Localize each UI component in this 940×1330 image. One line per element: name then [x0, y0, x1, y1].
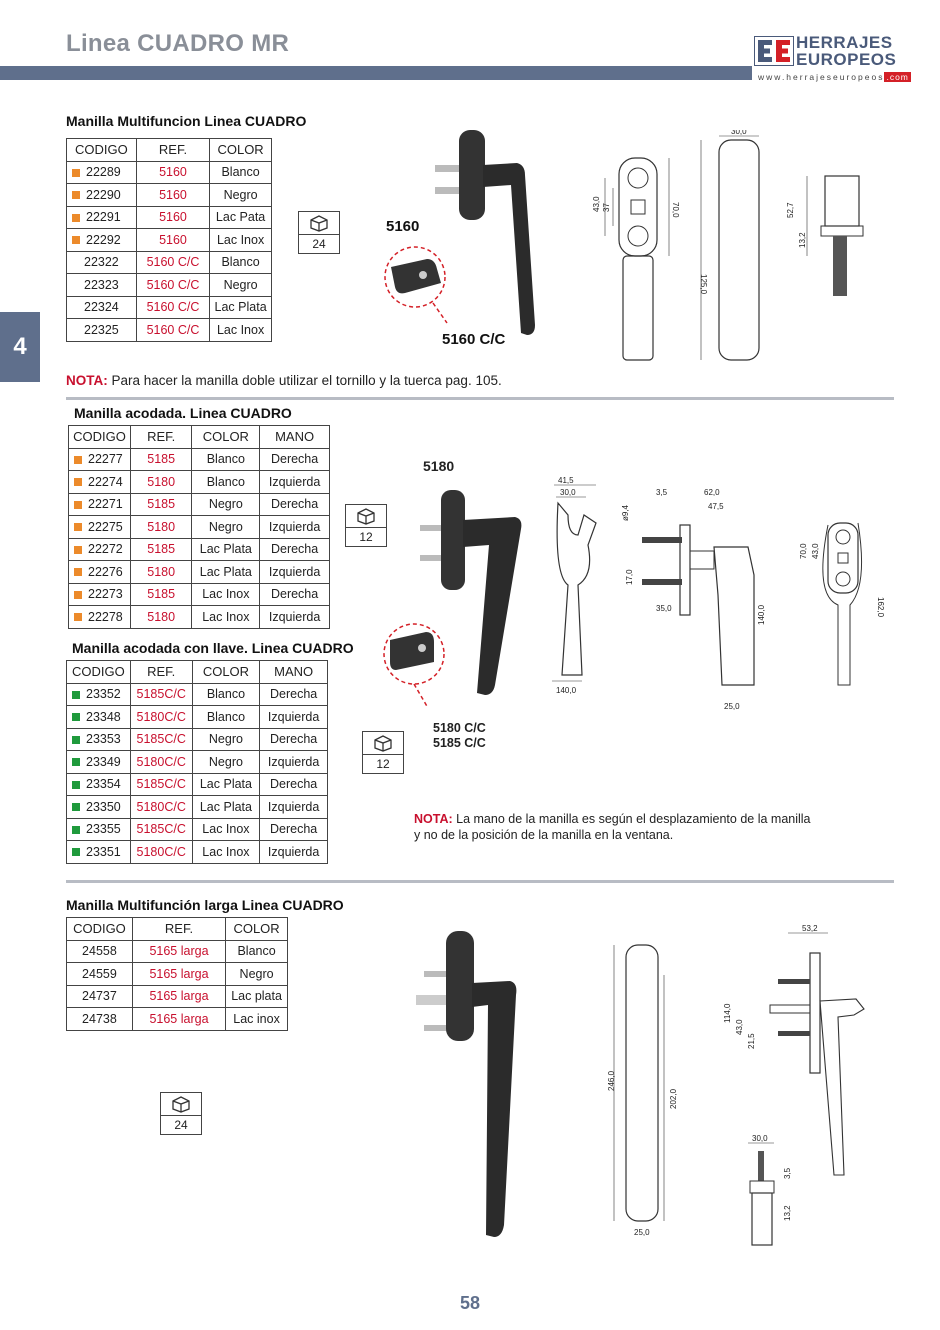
- color-marker-icon: [72, 781, 80, 789]
- color-marker-icon: [72, 214, 80, 222]
- table-row: [67, 184, 272, 207]
- pack-box: [362, 731, 404, 774]
- cell-ref: 5180C/C: [130, 796, 192, 819]
- color-marker-icon: [72, 169, 80, 177]
- col-ref: REF.: [130, 426, 192, 449]
- cell-color: Negro: [192, 493, 260, 516]
- section4-title: Manilla Multifunción larga Linea CUADRO: [66, 897, 344, 913]
- cell-ref: 5160 C/C: [136, 251, 209, 274]
- cell-color: Lac Plata: [192, 561, 260, 584]
- dim-39-0: 140,0: [556, 686, 577, 695]
- cell-ref: 5185C/C: [130, 818, 192, 841]
- cell-codigo: 23352: [67, 683, 131, 706]
- color-marker-icon: [74, 591, 82, 599]
- color-marker-icon: [72, 713, 80, 721]
- cell-ref: 5160: [136, 229, 209, 252]
- divider-1: [66, 397, 894, 400]
- dim-37: 37: [602, 203, 611, 212]
- cell-color: Lac Plata: [192, 538, 260, 561]
- cell-color: Lac Inox: [210, 229, 272, 252]
- col-ref: REF.: [136, 139, 209, 162]
- label-5180: 5180: [423, 458, 455, 474]
- cell-mano: Izquierda: [260, 796, 328, 819]
- cell-color: Blanco: [210, 161, 272, 184]
- cell-color: Lac Inox: [192, 818, 260, 841]
- cell-mano: Derecha: [260, 493, 330, 516]
- handle-5165-image: [410, 925, 530, 1245]
- table-row: [67, 296, 272, 319]
- pack-qty: 24: [174, 1118, 188, 1132]
- cell-codigo: 22278: [69, 606, 131, 629]
- cell-codigo: 23348: [67, 706, 131, 729]
- cell-codigo: 22292: [67, 229, 137, 252]
- divider-2: [66, 880, 894, 883]
- pack-box: [345, 504, 387, 547]
- cell-color: Negro: [192, 516, 260, 539]
- dim-162-0: 162,0: [876, 597, 885, 618]
- cell-codigo: 23349: [67, 751, 131, 774]
- table-row: [67, 818, 328, 841]
- color-marker-icon: [74, 546, 82, 554]
- table-row: [67, 940, 288, 963]
- note2: NOTA: La mano de la manilla es según el desplazamiento de la manilla y no de la posición de la manilla en la ventana.: [414, 812, 811, 842]
- cell-mano: Derecha: [260, 583, 330, 606]
- cell-color: Negro: [210, 274, 272, 297]
- table-row: [69, 448, 330, 471]
- table-row: [67, 161, 272, 184]
- label-cc: 5180 C/C 5185 C/C: [433, 721, 486, 750]
- cell-ref: 5185C/C: [130, 683, 192, 706]
- cell-codigo: 23355: [67, 818, 131, 841]
- color-marker-icon: [72, 758, 80, 766]
- cell-ref: 5160 C/C: [136, 274, 209, 297]
- dim-43-0: 43,0: [811, 543, 820, 559]
- color-marker-icon: [72, 848, 80, 856]
- cell-ref: 5185C/C: [130, 728, 192, 751]
- cell-color: Lac Inox: [210, 319, 272, 342]
- dim-35-0: 35,0: [656, 604, 672, 613]
- dim-246: 246,0: [607, 1070, 616, 1091]
- logo-text: HERRAJES EUROPEOS: [796, 33, 897, 69]
- label-5160-cc: 5160 C/C: [442, 331, 506, 348]
- dim-21-5: 21,5: [747, 1033, 756, 1049]
- cell-color: Blanco: [226, 940, 288, 963]
- table-row: [67, 728, 328, 751]
- col-codigo: CODIGO: [67, 661, 131, 684]
- cell-ref: 5180C/C: [130, 841, 192, 864]
- dim-13-2: 13,2: [798, 232, 807, 248]
- table-row: [69, 606, 330, 629]
- cell-color: Blanco: [192, 471, 260, 494]
- section3-table: [66, 660, 328, 864]
- table-row: [67, 274, 272, 297]
- cell-color: Negro: [226, 963, 288, 986]
- dim-114: 114,0: [723, 1003, 732, 1023]
- table-row: [69, 538, 330, 561]
- logo-icon: [754, 36, 794, 66]
- color-marker-icon: [72, 236, 80, 244]
- cell-color: Lac Inox: [192, 841, 260, 864]
- section2-table: [68, 425, 330, 629]
- cell-color: Negro: [210, 184, 272, 207]
- dim-62-0: 62,0: [704, 488, 720, 497]
- color-marker-icon: [72, 191, 80, 199]
- cell-ref: 5185: [130, 493, 192, 516]
- col-mano: MANO: [260, 426, 330, 449]
- cell-codigo: 22324: [67, 296, 137, 319]
- cell-mano: Derecha: [260, 818, 328, 841]
- col-color: COLOR: [192, 661, 260, 684]
- dim-30-0b: 30,0: [752, 1134, 768, 1143]
- cell-codigo: 22273: [69, 583, 131, 606]
- cell-color: Lac Pata: [210, 206, 272, 229]
- table-row: [69, 493, 330, 516]
- table-row: [67, 229, 272, 252]
- cell-ref: 5180: [130, 516, 192, 539]
- dim-52-7: 52,7: [786, 202, 795, 218]
- cell-codigo: 22272: [69, 538, 131, 561]
- cell-color: Negro: [192, 751, 260, 774]
- cell-ref: 5165 larga: [132, 1008, 225, 1031]
- cell-color: Lac Plata: [192, 796, 260, 819]
- cell-codigo: 22277: [69, 448, 131, 471]
- section3-title: Manilla acodada con llave. Linea CUADRO: [72, 640, 354, 656]
- label-5160: 5160: [386, 218, 420, 235]
- section4-table: [66, 917, 288, 1031]
- cell-mano: Izquierda: [260, 471, 330, 494]
- page-number: 58: [459, 1293, 481, 1313]
- col-color: COLOR: [210, 139, 272, 162]
- key-detail-image: [380, 620, 450, 710]
- logo-web: www.herrajeseuropeos .com: [758, 72, 909, 82]
- cell-color: Lac plata: [226, 985, 288, 1008]
- cell-ref: 5185: [130, 538, 192, 561]
- cell-mano: Izquierda: [260, 751, 328, 774]
- cell-color: Lac Plata: [192, 773, 260, 796]
- color-marker-icon: [72, 803, 80, 811]
- col-ref: REF.: [132, 918, 225, 941]
- col-codigo: CODIGO: [67, 139, 137, 162]
- cell-mano: Izquierda: [260, 706, 328, 729]
- cell-codigo: 24737: [67, 985, 133, 1008]
- table-row: [67, 683, 328, 706]
- dim-70-0: 70,0: [799, 543, 808, 559]
- key-detail-image: [383, 245, 453, 325]
- header-bar: [0, 66, 752, 80]
- color-marker-icon: [72, 691, 80, 699]
- dim-13-2b: 13,2: [783, 1205, 792, 1221]
- table-row: [69, 583, 330, 606]
- table-row: [67, 751, 328, 774]
- cell-ref: 5165 larga: [132, 940, 225, 963]
- table-row: [67, 796, 328, 819]
- color-marker-icon: [74, 478, 82, 486]
- pack-qty: 12: [376, 757, 390, 771]
- cell-codigo: 22289: [67, 161, 137, 184]
- dim-3-5: 3,5: [656, 488, 668, 497]
- cell-codigo: 22274: [69, 471, 131, 494]
- cell-codigo: 22275: [69, 516, 131, 539]
- dim-47-5: 47,5: [708, 502, 724, 511]
- cell-codigo: 23350: [67, 796, 131, 819]
- cell-ref: 5160: [136, 206, 209, 229]
- cell-codigo: 22323: [67, 274, 137, 297]
- table-row: [67, 251, 272, 274]
- technical-drawing-3: [598, 925, 888, 1255]
- cell-ref: 5180: [130, 606, 192, 629]
- technical-drawing-2: [538, 475, 898, 715]
- cell-codigo: 22291: [67, 206, 137, 229]
- color-marker-icon: [74, 568, 82, 576]
- table-row: [67, 206, 272, 229]
- dim-25: 25,0: [634, 1228, 650, 1237]
- cell-codigo: 24559: [67, 963, 133, 986]
- dim-70: 70,0: [671, 202, 680, 218]
- table-row: [67, 963, 288, 986]
- box-icon: [356, 507, 376, 525]
- cell-codigo: 22290: [67, 184, 137, 207]
- color-marker-icon: [74, 456, 82, 464]
- cell-mano: Izquierda: [260, 841, 328, 864]
- col-codigo: CODIGO: [67, 918, 133, 941]
- dim-140-0: 140,0: [757, 604, 766, 625]
- cell-color: Blanco: [192, 706, 260, 729]
- table-row: [67, 773, 328, 796]
- note1: NOTA: Para hacer la manilla doble utilizar el tornillo y la tuerca pag. 105.: [66, 373, 502, 388]
- cell-color: Lac Inox: [192, 583, 260, 606]
- table-row: [69, 516, 330, 539]
- cell-ref: 5180: [130, 471, 192, 494]
- pack-box: [298, 211, 340, 254]
- cell-color: Negro: [192, 728, 260, 751]
- dim-53-2: 53,2: [802, 925, 818, 933]
- cell-codigo: 22322: [67, 251, 137, 274]
- cell-color: Blanco: [192, 683, 260, 706]
- cell-mano: Derecha: [260, 728, 328, 751]
- color-marker-icon: [74, 523, 82, 531]
- cell-ref: 5160: [136, 184, 209, 207]
- table-row: [67, 706, 328, 729]
- dim-17-0: 17,0: [625, 569, 634, 585]
- dim-30: 30,0: [731, 130, 747, 136]
- cell-ref: 5165 larga: [132, 963, 225, 986]
- table-row: [69, 471, 330, 494]
- cell-mano: Izquierda: [260, 561, 330, 584]
- cell-ref: 5180: [130, 561, 192, 584]
- cell-ref: 5180C/C: [130, 751, 192, 774]
- col-color: COLOR: [226, 918, 288, 941]
- color-marker-icon: [72, 736, 80, 744]
- cell-codigo: 24738: [67, 1008, 133, 1031]
- cell-mano: Derecha: [260, 683, 328, 706]
- dim-41-5: 41,5: [558, 476, 574, 485]
- cell-color: Blanco: [210, 251, 272, 274]
- cell-codigo: 22276: [69, 561, 131, 584]
- cell-codigo: 23354: [67, 773, 131, 796]
- dim-202: 202,0: [669, 1088, 678, 1109]
- table-row: [67, 841, 328, 864]
- cell-codigo: 23351: [67, 841, 131, 864]
- col-codigo: CODIGO: [69, 426, 131, 449]
- box-icon: [309, 214, 329, 232]
- dim-30-0: 30,0: [560, 488, 576, 497]
- color-marker-icon: [74, 613, 82, 621]
- cell-mano: Derecha: [260, 448, 330, 471]
- table-row: [69, 561, 330, 584]
- table-row: [67, 985, 288, 1008]
- cell-codigo: 22325: [67, 319, 137, 342]
- color-marker-icon: [74, 501, 82, 509]
- cell-codigo: 22271: [69, 493, 131, 516]
- cell-ref: 5160: [136, 161, 209, 184]
- dim-9-4: ø9,4: [621, 504, 630, 521]
- cell-color: Blanco: [192, 448, 260, 471]
- cell-color: Lac Inox: [192, 606, 260, 629]
- col-mano: MANO: [260, 661, 328, 684]
- cell-mano: Izquierda: [260, 606, 330, 629]
- cell-mano: Derecha: [260, 538, 330, 561]
- cell-mano: Izquierda: [260, 516, 330, 539]
- cell-ref: 5160 C/C: [136, 319, 209, 342]
- col-color: COLOR: [192, 426, 260, 449]
- chapter-tab: 4: [0, 312, 40, 382]
- cell-ref: 5185C/C: [130, 773, 192, 796]
- dim-125: 125,0: [699, 274, 708, 295]
- cell-ref: 5165 larga: [132, 985, 225, 1008]
- section2-title: Manilla acodada. Linea CUADRO: [74, 405, 292, 421]
- cell-color: Lac Plata: [210, 296, 272, 319]
- pack-qty: 12: [359, 530, 373, 544]
- dim-43-0b: 43,0: [735, 1019, 744, 1035]
- pack-qty: 24: [312, 237, 326, 251]
- cell-codigo: 23353: [67, 728, 131, 751]
- color-marker-icon: [72, 826, 80, 834]
- table-row: [67, 1008, 288, 1031]
- dim-43: 43,0: [592, 196, 601, 212]
- table-row: [67, 319, 272, 342]
- section1-table: [66, 138, 272, 342]
- section1-title: Manilla Multifuncion Linea CUADRO: [66, 113, 307, 129]
- technical-drawing-1: [585, 130, 875, 370]
- cell-ref: 5160 C/C: [136, 296, 209, 319]
- page-title: Linea CUADRO MR: [66, 30, 290, 57]
- cell-ref: 5185: [130, 583, 192, 606]
- col-ref: REF.: [130, 661, 192, 684]
- dim-3-5b: 3,5: [783, 1167, 792, 1179]
- cell-ref: 5185: [130, 448, 192, 471]
- dim-25-0: 25,0: [724, 702, 740, 711]
- cell-mano: Derecha: [260, 773, 328, 796]
- box-icon: [373, 734, 393, 752]
- cell-color: Lac inox: [226, 1008, 288, 1031]
- cell-ref: 5180C/C: [130, 706, 192, 729]
- pack-box: [160, 1092, 202, 1135]
- box-icon: [171, 1095, 191, 1113]
- cell-codigo: 24558: [67, 940, 133, 963]
